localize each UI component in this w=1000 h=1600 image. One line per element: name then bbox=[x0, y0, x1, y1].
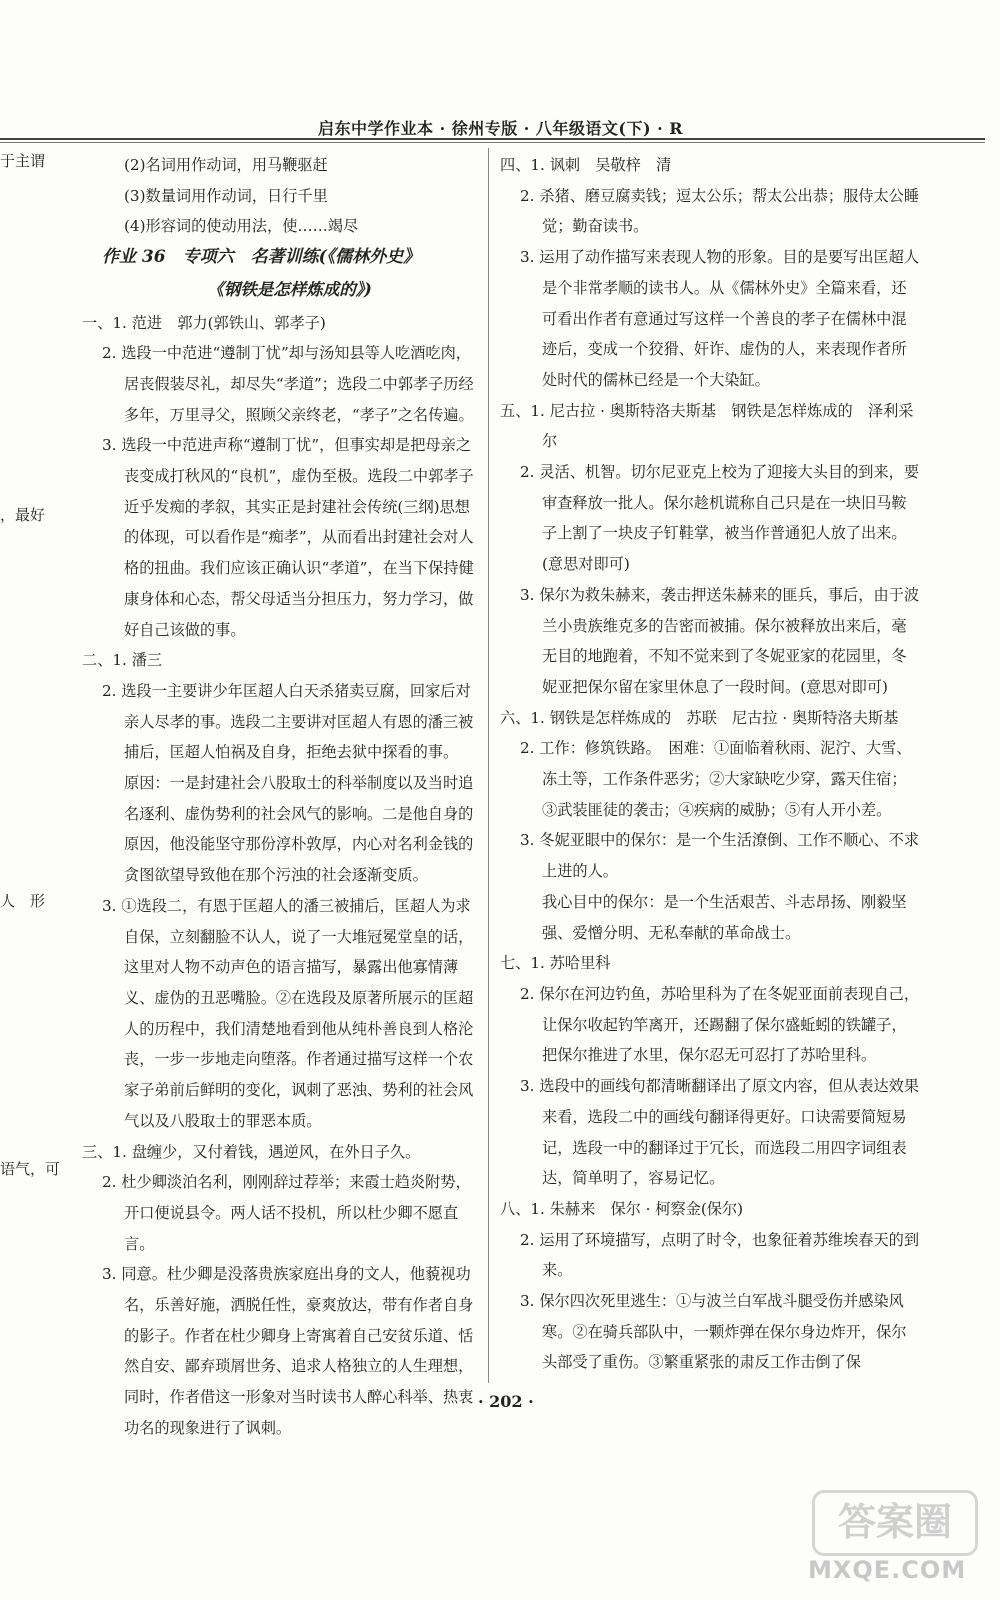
answer-paragraph: 3. 同意。杜少卿是没落贵族家庭出身的文人，他藐视功名，乐善好施，洒脱任性，豪爽放达，带有作者自身的影子。作者在杜少卿身上寄寓着自己安贫乐道、恬然自安、鄙弃琐屑世务、追求人格独立的人生理想，同时，作者借这一形象对当时读书人醉心科举、热衷功名的现象进行了讽刺。 bbox=[102, 1265, 474, 1437]
answer-paragraph: 3. 冬妮亚眼中的保尔：是一个生活潦倒、工作不顺心、不求上进的人。 bbox=[520, 831, 920, 881]
section-title: 作业 36 专项六 名著训练(《儒林外史》 bbox=[102, 247, 421, 268]
page-number: · 202 · bbox=[478, 1392, 534, 1411]
watermark-logo: 答案圈 bbox=[812, 1490, 978, 1556]
answer-paragraph: (3)数量词用作动词，日行千里 bbox=[124, 186, 328, 205]
answer-paragraph: 二、1. 潘三 bbox=[82, 651, 163, 670]
left-page-fragment: 语气，可 bbox=[0, 1160, 61, 1178]
left-page-fragment: ，最好 bbox=[0, 506, 46, 524]
answer-paragraph: 七、1. 苏哈里科 bbox=[500, 954, 611, 973]
watermark-url: MXQE.COM bbox=[808, 1556, 967, 1584]
answer-paragraph: 五、1. 尼古拉 · 奥斯特洛夫斯基 钢铁是怎样炼成的 泽利采尔 bbox=[500, 401, 914, 451]
answer-paragraph: 3. 保尔为救朱赫来，袭击押送朱赫来的匪兵，事后，由于波兰小贵族维克多的告密而被捕。保尔被释放出来后，毫无目的地跑着，不知不觉来到了冬妮亚家的花园里，冬妮亚把保尔留在家里休息了一段时间。(意思对即可) bbox=[520, 585, 920, 696]
header-rule-thin bbox=[0, 142, 985, 143]
section-title: 《钢铁是怎样炼成的》) bbox=[207, 279, 372, 299]
answer-paragraph: 一、1. 范进 郭力(郭铁山、郭孝子) bbox=[82, 313, 326, 332]
answer-paragraph: 八、1. 朱赫来 保尔 · 柯察金(保尔) bbox=[500, 1199, 744, 1218]
right-column bbox=[500, 150, 920, 1378]
answer-paragraph: (2)名词用作动词，用马鞭驱赶 bbox=[124, 156, 328, 174]
answer-paragraph: 3. 保尔四次死里逃生：①与波兰白军战斗腿受伤并感染风寒。②在骑兵部队中，一颗炸弹在保尔身边炸开，保尔头部受了重伤。③繁重紧张的肃反工作击倒了保 bbox=[520, 1292, 907, 1372]
answer-paragraph: 2. 杜少卿淡泊名利，刚刚辞过荐举；来霞士趋炎附势，开口便说县令。两人话不投机，所以杜少卿不愿直言。 bbox=[102, 1173, 471, 1253]
answer-paragraph: 2. 杀猪、磨豆腐卖钱；逗太公乐；帮太公出恭；服侍太公睡觉；勤奋读书。 bbox=[520, 186, 920, 236]
left-page-fragment: 人 形 bbox=[0, 892, 46, 910]
answer-paragraph: 我心目中的保尔：是一个生活艰苦、斗志昂扬、刚毅坚强、爱憎分明、无私奉献的革命战士。 bbox=[542, 892, 907, 942]
header-rule bbox=[0, 138, 985, 140]
answer-paragraph: 三、1. 盘缠少，又付着钱，遇逆风，在外日子久。 bbox=[82, 1142, 421, 1161]
left-column bbox=[82, 150, 477, 1444]
answer-paragraph: 2. 选段一主要讲少年匡超人白天杀猪卖豆腐，回家后对亲人尽孝的事。选段二主要讲对匡超人有恩的潘三被捕后，匡超人怕祸及自身，拒绝去狱中探看的事。 bbox=[102, 681, 474, 762]
page-header: 启东中学作业本 · 徐州专版 · 八年级语文(下) · R bbox=[318, 119, 684, 138]
answer-paragraph: 四、1. 讽刺 吴敬梓 清 bbox=[500, 156, 672, 174]
answer-paragraph: 2. 工作：修筑铁路。 困难：①面临着秋雨、泥泞、大雪、冻土等，工作条件恶劣；②大家缺吃少穿，露天住宿；③武装匪徒的袭击；④疾病的威胁；⑤有人开小差。 bbox=[520, 739, 912, 819]
answer-paragraph: 3. 选段一中范进声称“遵制丁忧”，但事实却是把母亲之丧变成打秋风的“良机”，虚伪至极。选段二中郭孝子近乎发痴的孝叙，其实正是封建社会传统(三纲)思想的体现，可以看作是“痴孝”，从而看出封建社会对人格的扭曲。我们应该正确认识“孝道”，在当下保持健康身体和心态，帮父母适当分担压力，努力学习，做好自己该做的事。 bbox=[102, 436, 474, 639]
answer-paragraph: 3. 运用了动作描写来表现人物的形象。目的是要写出匡超人是个非常孝顺的读书人。从《儒林外史》全篇来看，还可看出作者有意通过写这样一个善良的孝子在儒林中混迹后，变成一个狡猾、奸诈、虚伪的人，来表现作者所处时代的儒林已经是一个大染缸。 bbox=[520, 248, 920, 389]
left-page-fragment: 于主谓 bbox=[0, 152, 46, 170]
column-divider bbox=[488, 148, 489, 1383]
answer-paragraph: 2. 保尔在河边钓鱼，苏哈里科为了在冬妮亚面前表现自己，让保尔收起钓竿离开，还踢翻了保尔盛蚯蚓的铁罐子，把保尔推进了水里，保尔忍无可忍打了苏哈里科。 bbox=[520, 984, 920, 1065]
answer-paragraph: 2. 选段一中范进“遵制丁忧”却与汤知县等人吃酒吃肉，居丧假装尽礼，却尽失“孝道”；选段二中郭孝子历经多年，万里寻父，照顾父亲终老，“孝子”之名传遍。 bbox=[102, 344, 474, 424]
answer-paragraph: 六、1. 钢铁是怎样炼成的 苏联 尼古拉 · 奥斯特洛夫斯基 bbox=[500, 708, 899, 727]
answer-paragraph: 3. 选段中的画线句都清晰翻译出了原文内容，但从表达效果来看，选段二中的画线句翻译得更好。口诀需要简短易记，选段一中的翻译过于冗长，而选段二用四字词组表达，简单明了，容易记忆。 bbox=[520, 1077, 920, 1188]
answer-paragraph: 原因：一是封建社会八股取士的科举制度以及当时追名逐利、虚伪势利的社会风气的影响。二是他自身的原因，他没能坚守那份淳朴敦厚，内心对名利金钱的贪图欲望导致他在那个污浊的社会逐渐变质。 bbox=[124, 774, 474, 885]
answer-paragraph: (4)形容词的使动用法，使……竭尽 bbox=[124, 217, 359, 236]
answer-paragraph: 3. ①选段二，有恩于匡超人的潘三被捕后，匡超人为求自保，立刻翻脸不认人，说了一大堆冠冕堂皇的话，这里对人物不动声色的语言描写，暴露出他寡情薄义、虚伪的丑恶嘴脸。②在选段及原著所展示的匡超人的历程中，我们清楚地看到他从纯朴善良到人格沦丧，一步一步地走向堕落。作者通过描写这样一个农家子弟前后鲜明的变化，讽刺了恶浊、势利的社会风气以及八股取士的罪恶本质。 bbox=[102, 896, 474, 1130]
answer-paragraph: 2. 灵活、机智。切尔尼亚克上校为了迎接大头目的到来，要审查释放一批人。保尔趁机谎称自己只是在一块旧马鞍子上割了一块皮子钉鞋掌，被当作普通犯人放了出来。(意思对即可) bbox=[520, 463, 920, 574]
answer-paragraph: 2. 运用了环境描写，点明了时令，也象征着苏维埃春天的到来。 bbox=[520, 1230, 920, 1280]
